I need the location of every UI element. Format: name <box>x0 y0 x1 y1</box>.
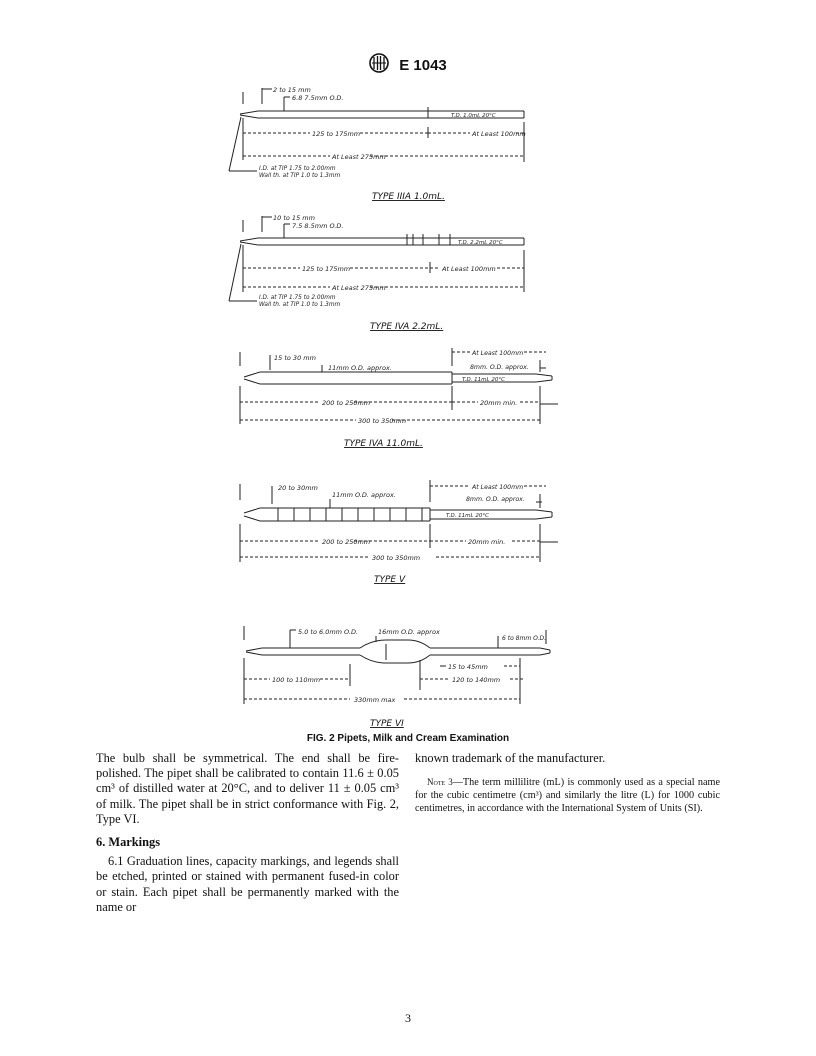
astm-logo-icon <box>369 52 389 79</box>
pipet-figure <box>0 78 816 730</box>
section-paragraph: 6.1 Graduation lines, capacity markings, and legends shall be etched, printed or stained with permanent fused-in color or stain. Each pipet shall be permanently marked with the name or <box>96 854 399 914</box>
d3-label-c: At Least 100mm <box>472 350 524 357</box>
d3-label-b: 11mm O.D. approx. <box>328 364 392 372</box>
d4-label-d: 8mm. O.D. approx. <box>466 496 525 503</box>
d5-label-e: 100 to 110mm <box>272 676 321 684</box>
d4-label-e: T.D. 11mL 20°C <box>446 513 489 519</box>
d2-label-f: At Least 275mm <box>332 284 386 292</box>
d5-label-g: 330mm max <box>354 696 396 704</box>
d4-label-c: At Least 100mm <box>472 484 524 491</box>
d4-label-g: 20mm min. <box>468 538 506 546</box>
page-header <box>0 52 816 79</box>
page-number: 3 <box>405 1011 411 1025</box>
right-column <box>415 751 720 815</box>
body-paragraph-continued: known trademark of the manufacturer. <box>415 751 606 765</box>
d3-label-h: 300 to 350mm <box>358 417 407 425</box>
d1-label-g: I.D. at TIP 1.75 to 2.00mm <box>259 166 336 172</box>
d4-label-b: 11mm O.D. approx. <box>332 491 396 499</box>
d2-label-d: 125 to 175mm <box>302 265 351 273</box>
d2-type-label: TYPE IVA 2.2mL. <box>370 322 444 332</box>
note-3 <box>415 776 720 815</box>
left-column <box>96 751 399 915</box>
d1-label-a: 2 to 15 mm <box>273 86 311 94</box>
d1-label-c: T.D. 1.0mL 20°C <box>451 113 496 119</box>
d2-label-b: 7.5 8.5mm O.D. <box>292 222 344 230</box>
document-id: E 1043 <box>399 57 447 74</box>
note-text: —The term millilitre (mL) is commonly used as a special name for the cubic centimetre (cm³) and similarly the litre (L) for 1000 cubic centimetres, in accordance with the International System of Units (SI). <box>415 777 720 815</box>
section-heading: 6. Markings <box>96 835 161 850</box>
pipet-diagram-4 <box>240 480 558 562</box>
d2-label-a: 10 to 15 mm <box>273 214 315 222</box>
d3-label-d: 8mm. O.D. approx. <box>470 364 529 371</box>
d3-label-e: T.D. 11mL 20°C <box>462 377 505 383</box>
d1-type-label: TYPE IIIA 1.0mL. <box>372 192 445 202</box>
d3-label-a: 15 to 30 mm <box>274 354 316 362</box>
d1-label-e: At Least 100mm <box>472 130 526 138</box>
d4-label-a: 20 to 30mm <box>278 484 318 492</box>
d5-label-c: 6 to 8mm O.D. <box>502 635 546 642</box>
d2-label-e: At Least 100mm <box>442 265 496 273</box>
d2-label-c: T.D. 2.2mL 20°C <box>458 240 503 246</box>
figure-caption: FIG. 2 Pipets, Milk and Cream Examination <box>306 733 510 744</box>
d2-label-g: I.D. at TIP 1.75 to 2.00mm <box>259 295 336 301</box>
note-label: Note 3 <box>427 777 453 788</box>
d4-type-label: TYPE V <box>374 575 406 585</box>
body-paragraph: The bulb shall be symmetrical. The end shall be fire-polished. The pipet shall be calibrated to contain 11.6 ± 0.05 cm³ of distilled water at 20°C, and to deliver 11 ± 0.05 cm³ of milk. The pipet shall be in strict conformance with Fig. 2, Type VI. <box>96 751 399 826</box>
d1-label-d: 125 to 175mm <box>312 130 361 138</box>
d3-type-label: TYPE IVA 11.0mL. <box>344 439 423 449</box>
d5-label-f: 120 to 140mm <box>452 676 501 684</box>
d3-label-f: 200 to 250mm <box>322 399 371 407</box>
d5-label-a: 5.0 to 6.0mm O.D. <box>298 628 359 636</box>
d1-label-f: At Least 275mm <box>332 153 386 161</box>
d4-label-h: 300 to 350mm <box>372 554 421 562</box>
d2-label-h: Wall th. at TIP 1.0 to 1.3mm <box>259 302 341 308</box>
d1-label-h: Wall th. at TIP 1.0 to 1.3mm <box>259 173 341 179</box>
d1-label-b: 6.8 7.5mm O.D. <box>292 94 344 102</box>
d5-label-b: 16mm O.D. approx <box>378 628 440 636</box>
d5-label-d: 15 to 45mm <box>448 663 488 671</box>
d3-label-g: 20mm min. <box>480 399 518 407</box>
d4-label-f: 200 to 250mm <box>322 538 371 546</box>
d5-type-label: TYPE VI <box>370 719 404 729</box>
